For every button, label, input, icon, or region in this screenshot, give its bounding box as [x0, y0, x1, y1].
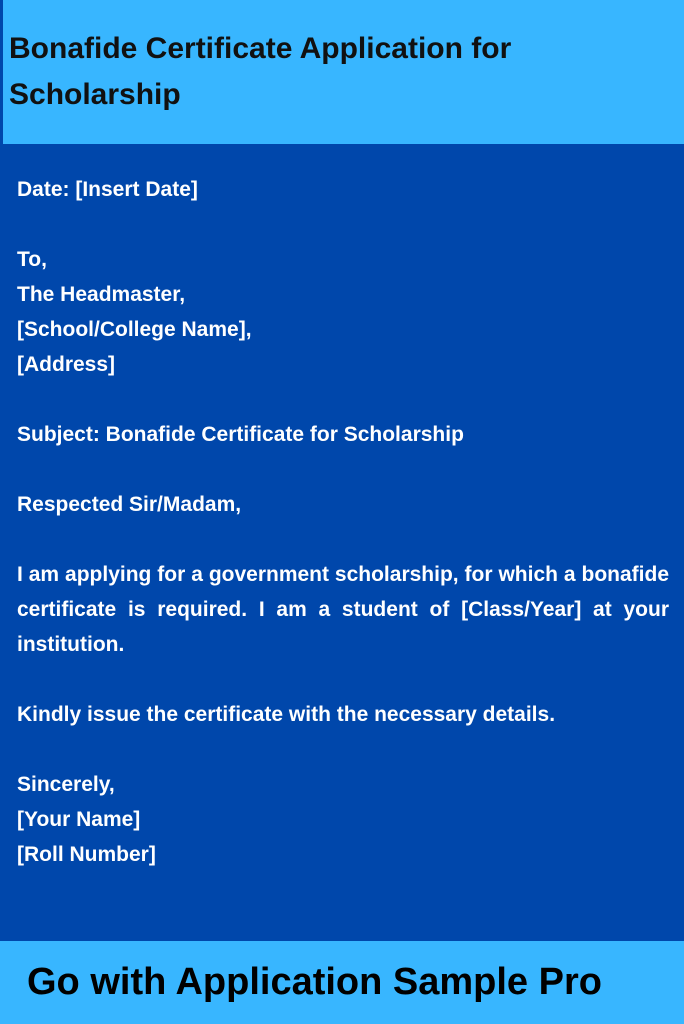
letter-date: Date: [Insert Date]	[17, 178, 198, 201]
letter-closing: Sincerely,	[17, 773, 115, 796]
letter-paragraph-1: I am applying for a government scholarship, for which a bonafide certificate is required. I am a student of [Class/Year] at your institution.	[17, 563, 669, 656]
spacer	[17, 662, 669, 697]
spacer	[17, 207, 669, 242]
letter-school: [School/College Name],	[17, 318, 252, 341]
letter-subject: Subject: Bonafide Certificate for Scholarship	[17, 423, 464, 446]
spacer	[17, 452, 669, 487]
letter-name: [Your Name]	[17, 808, 141, 831]
spacer	[17, 382, 669, 417]
spacer	[17, 732, 669, 767]
letter-address: [Address]	[17, 353, 116, 376]
letter-recipient: The Headmaster,	[17, 283, 186, 306]
spacer	[17, 522, 669, 557]
page-title: Bonafide Certificate Application for Scholarship	[9, 32, 512, 111]
footer-text: Go with Application Sample Pro	[27, 961, 602, 1003]
header-banner	[0, 0, 684, 144]
footer-banner	[0, 941, 684, 1024]
letter-roll: [Roll Number]	[17, 843, 156, 866]
letter-body	[17, 172, 669, 872]
letter-paragraph-2: Kindly issue the certificate with the necessary details.	[17, 703, 556, 726]
letter-salutation: Respected Sir/Madam,	[17, 493, 242, 516]
letter-to: To,	[17, 248, 47, 271]
